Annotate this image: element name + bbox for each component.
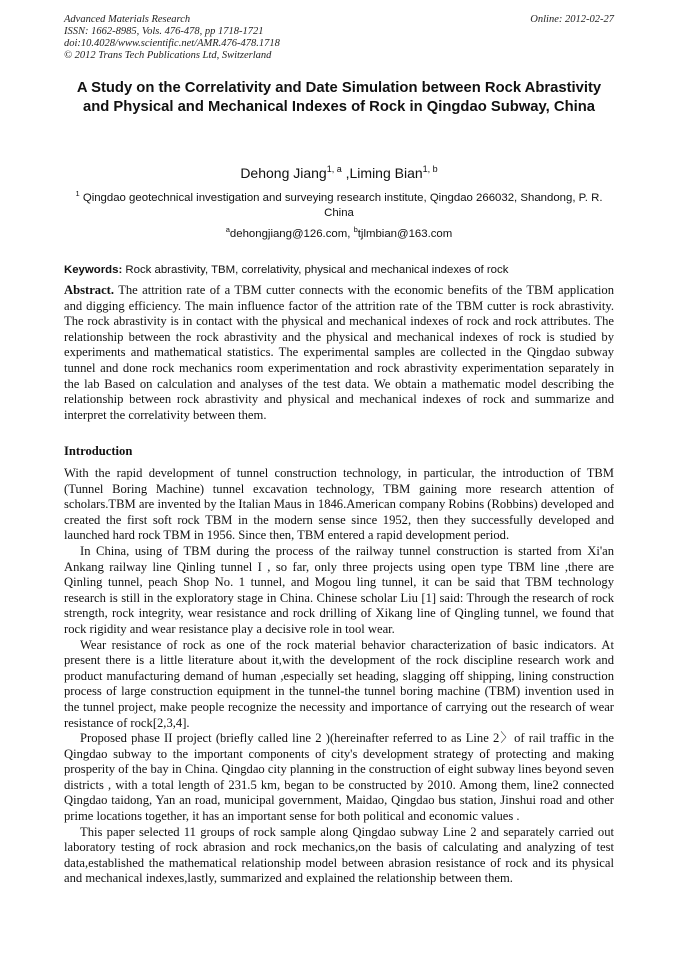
keywords-text: Rock abrastivity, TBM, correlativity, physical and mechanical indexes of rock [122,264,509,276]
email-address: tjlmbian@163.com [357,228,453,240]
journal-name: Advanced Materials Research [64,14,191,25]
author-line [64,164,614,182]
affiliation-marker: 1 [75,189,80,198]
online-date: Online: 2012-02-27 [530,14,614,25]
email-address: dehongjiang@126.com, [229,228,354,240]
abstract [64,283,614,423]
author-name: Liming Bian [349,165,423,181]
paragraph: Proposed phase II project (briefly called line 2 )(hereinafter referred to as Line 2〉of rail traffic in the Qingdao subway to the important components of city's development strategy of protecting and making prosperity of the bay in China. Qingdao city planning in the construction of eight subway lines beyond seven districts , with a total length of 231.5 km, began to be constructed by 2010. Among them, line2 connected Qingdao taidong, Yan an road, municipal government, Maidao, Qingdao bus station, Jinshui road and other prime locations together, it has an important sense for both political and economic values . [64,731,614,824]
author-separator: , [341,165,350,181]
abstract-label: Abstract. [64,283,115,297]
paragraph: In China, using of TBM during the process of the railway tunnel construction is started from Xi'an Ankang railway line Qinling tunnel I , so far, only three projects using open type TBM line ,there are Qinling tunnel, peach Shop No. 1 tunnel, and Mogou ling tunnel, it can be said that TBM technology research is still in the exploratory stage in China. Chinese scholar Liu [1] said: Through the research of rock strength, rock integrity, wear resistance and rock drilling of Xikang line of Qingling tunnel, we found that rock rigidity and wear resistance play a decisive role in tool wear. [64,543,614,636]
paragraph: Wear resistance of rock as one of the rock material behavior characterization of basic indicators. At present there is a little literature about it,with the development of the rock discipline research work and product manufacturing demand of human ,especially set heading, slagging off shipping, lining construction process of large construction equipment in the tunnel-the tunnel boring machine (TBM) invention used in the tunnel project, make people recognize the necessity and importance of carrying out the research of wear resistance of rock[2,3,4]. [64,637,614,730]
section-heading-introduction: Introduction [64,444,133,458]
author-affiliation-marker: 1, b [422,164,438,174]
journal-doi: doi:10.4028/www.scientific.net/AMR.476-478.1718 [64,38,280,49]
abstract-text: The attrition rate of a TBM cutter connects with the economic benefits of the TBM application and digging efficiency. The main influence factor of the attrition rate of the TBM cutter is rock abrastivity. The rock abrastivity is in contact with the physical and mechanical indexes of rock and rock attributes. The relationship between the rock abrastivity and the physical and mechanical indexes of rock is studied by experiments and mathematical statistics. The experimental samples are collected in the Qingdao subway tunnel and done rock mechanics room experimentation and rock abrastivity experimentation separately in the lab Based on calculation and analyses of the test data. We obtain a mathematic model describing the relationship between rock abrastivity and physical and mechanical indexes of rock and summarize and interpret the correlativity between them. [64,283,614,422]
keywords-label: Keywords: [64,264,123,276]
affiliation [60,191,618,221]
email-marker: b [353,225,358,234]
affiliation-text: Qingdao geotechnical investigation and surveying research institute, Qingdao 266032, Shandong, P. R. China [82,192,603,219]
introduction-body [64,466,614,887]
author-affiliation-marker: 1, a [326,164,342,174]
journal-header [64,14,364,62]
keywords [64,263,614,277]
author-name: Dehong Jiang [240,165,327,181]
author-emails [64,227,614,241]
email-marker: a [225,225,230,234]
paper-title: A Study on the Correlativity and Date Simulation between Rock Abrastivity and Physical and Mechanical Indexes of Rock in Qingdao Subway, China [76,80,602,115]
paragraph: This paper selected 11 groups of rock sample along Qingdao subway Line 2 and separately carried out laboratory testing of rock abrasion and rock mechanics,on the basis of calculating and analyzing of test data,established the mathematical relationship model between abrasion resistance of rock and its physical and mechanical indexes,lastly, summarized and explained the relationship between them. [64,824,614,886]
journal-copyright: © 2012 Trans Tech Publications Ltd, Switzerland [64,50,272,61]
journal-issn: ISSN: 1662-8985, Vols. 476-478, pp 1718-1721 [64,26,264,37]
paragraph: With the rapid development of tunnel construction technology, in particular, the introduction of TBM (Tunnel Boring Machine) tunnel excavation technology, TBM gaining more research attention of scholars.TBM are invented by the Italian Maus in 1846.American company Robins (Robbins) developed and created the first soft rock TBM in the modern sense since 1952, then they successfully developed and launched hard rock TBM in 1956. Since then, TBM entered a rapid development period. [64,466,614,543]
